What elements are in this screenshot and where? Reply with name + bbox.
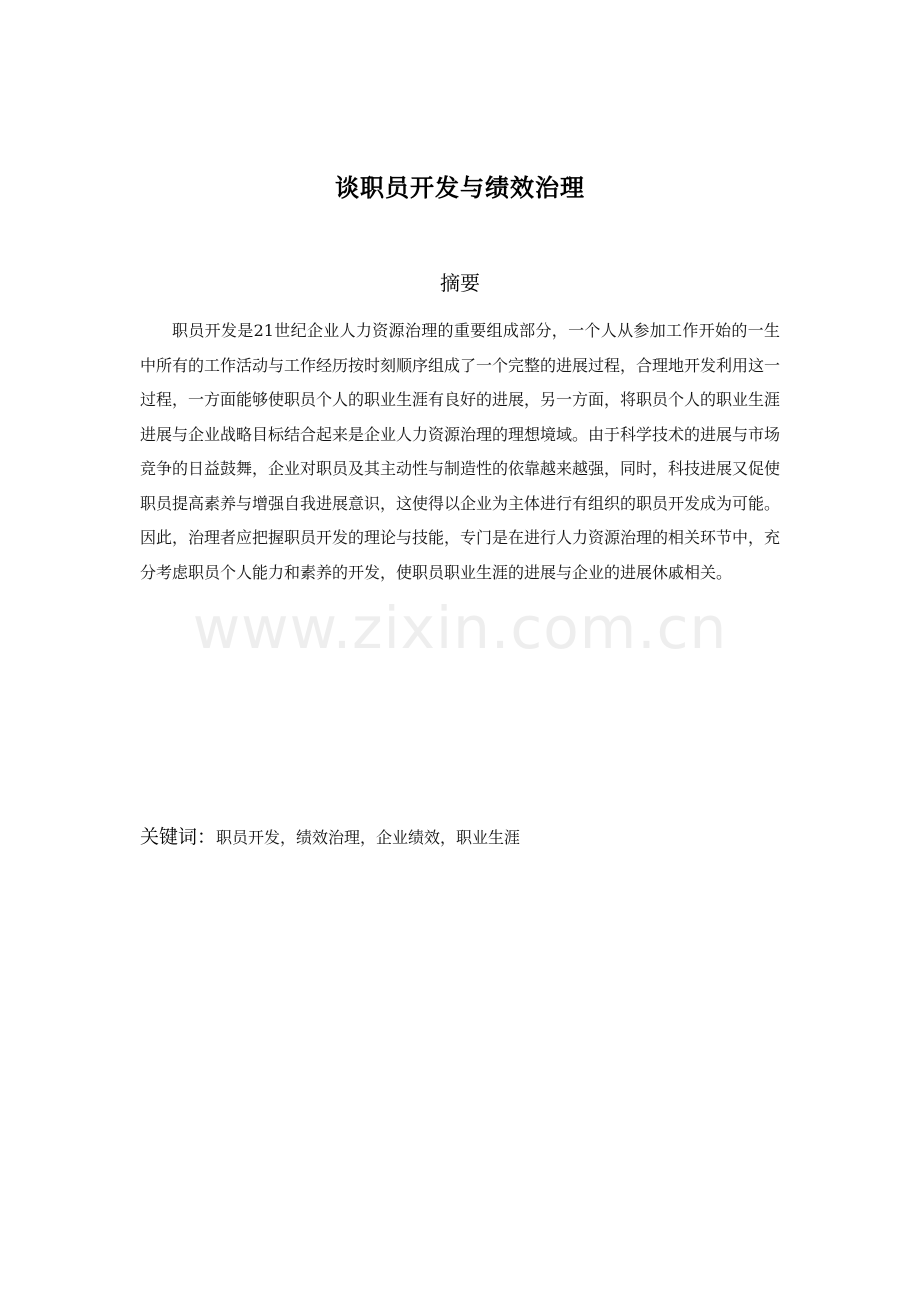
- keywords-line: [140, 822, 780, 853]
- abstract-paragraph: 职员开发是21世纪企业人力资源治理的重要组成部分，一个人从参加工作开始的一生中所有的工作活动与工作经历按时刻顺序组成了一个完整的进展过程，合理地开发利用这一过程，一方面能够使职员个人的职业生涯有良好的进展，另一方面，将职员个人的职业生涯进展与企业战略目标结合起来是企业人力资源治理的理想境域。由于科学技术的进展与市场竞争的日益鼓舞，企业对职员及其主动性与制造性的依靠越来越强，同时，科技进展又促使职员提高素养与增强自我进展意识，这使得以企业为主体进行有组织的职员开发成为可能。因此，治理者应把握职员开发的理论与技能，专门是在进行人力资源治理的相关环节中，充分考虑职员个人能力和素养的开发，使职员职业生涯的进展与企业的进展休戚相关。: [140, 321, 781, 582]
- keywords-value: 职员开发，绩效治理，企业绩效，职业生涯: [216, 828, 521, 847]
- keywords-label: 关键词：: [140, 826, 217, 848]
- abstract-heading: 摘要: [440, 271, 480, 295]
- watermark: www.zixin.com.cn: [192, 594, 728, 662]
- document-title: 谈职员开发与绩效治理: [335, 174, 585, 202]
